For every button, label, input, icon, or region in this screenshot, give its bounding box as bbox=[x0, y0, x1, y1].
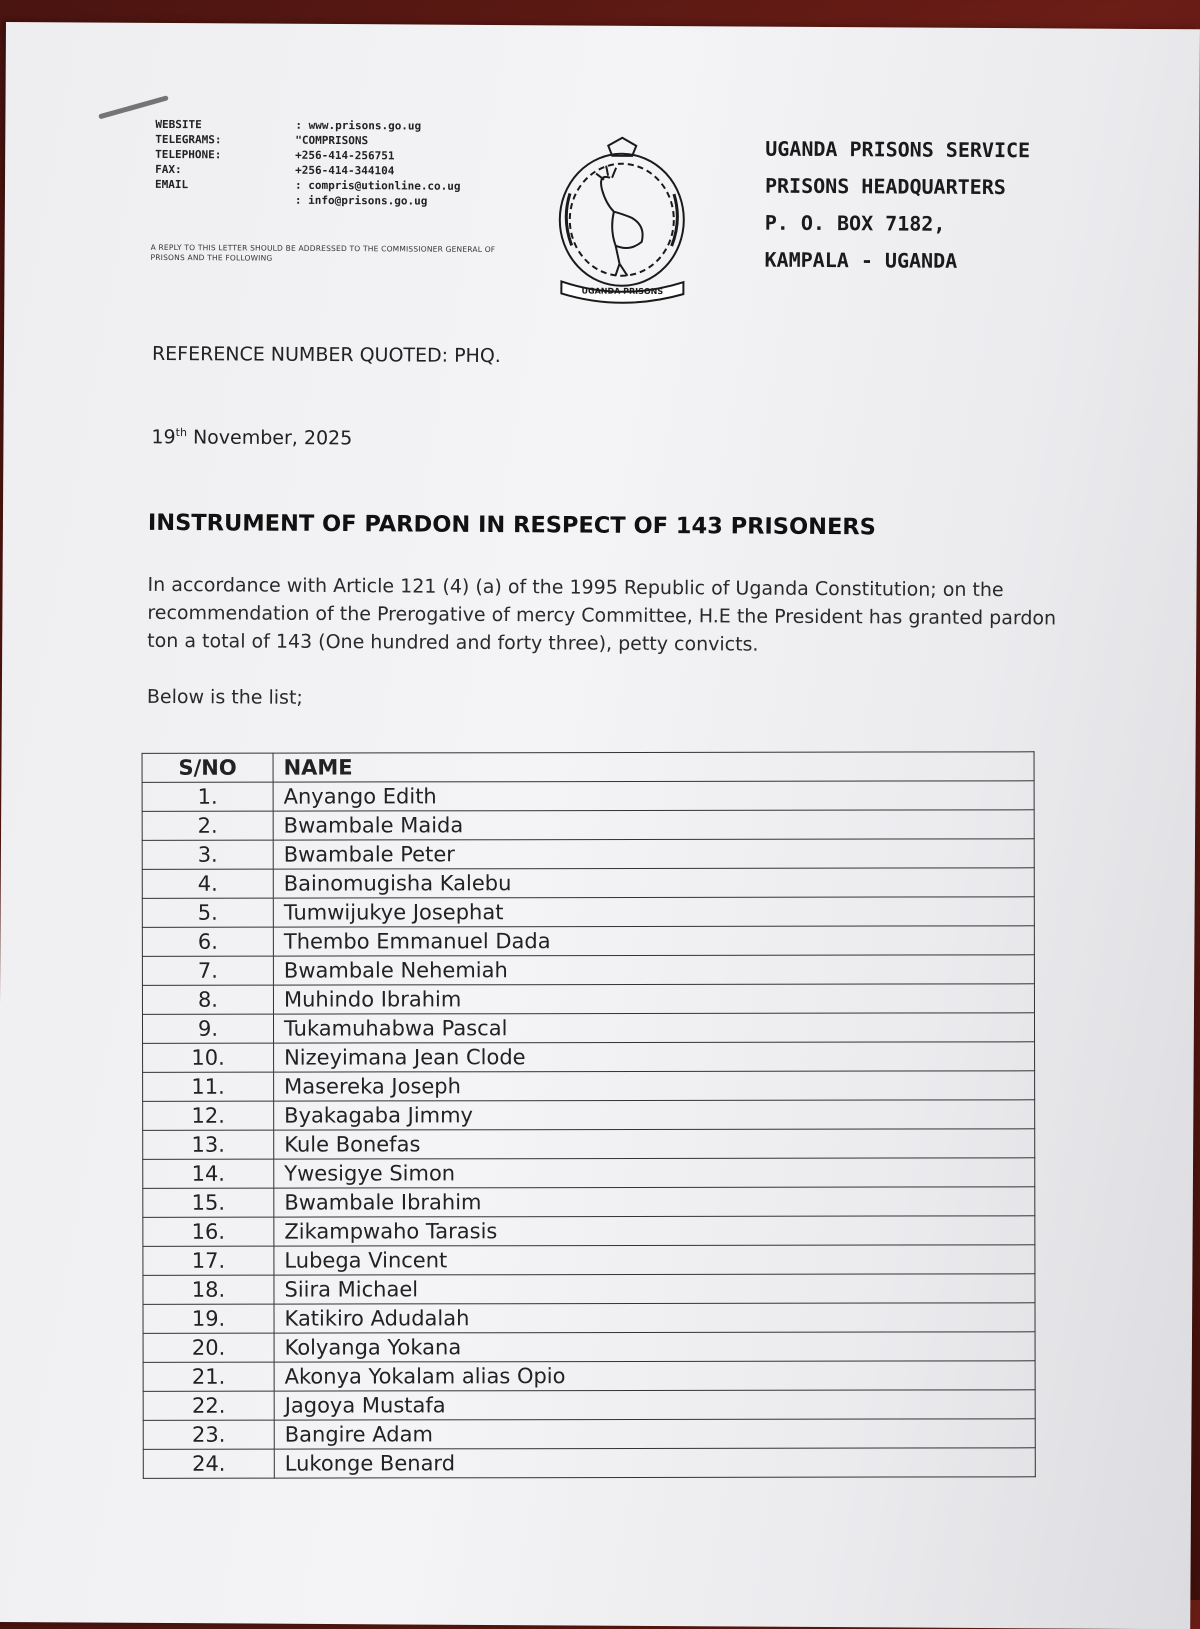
row-sno: 20. bbox=[143, 1333, 274, 1362]
crest-banner-text: UGANDA PRISONS bbox=[581, 286, 664, 297]
row-sno: 23. bbox=[143, 1420, 274, 1449]
reply-note: A REPLY TO THIS LETTER SHOULD BE ADDRESSED TO THE COMMISSIONER GENERAL OF PRISONS AND THE FOLLOWING bbox=[150, 242, 496, 263]
table-row bbox=[143, 1332, 1035, 1363]
contact-value: : compris@utionline.co.ug bbox=[294, 178, 461, 193]
table-row bbox=[142, 955, 1034, 986]
row-name: Masereka Joseph bbox=[274, 1071, 1035, 1101]
table-row bbox=[142, 810, 1034, 841]
row-name: Tumwijukye Josephat bbox=[273, 897, 1034, 927]
table-row bbox=[143, 1303, 1035, 1334]
table-row bbox=[143, 1419, 1035, 1450]
row-sno: 19. bbox=[143, 1304, 274, 1333]
contact-value: : info@prisons.go.ug bbox=[294, 193, 428, 208]
contact-row bbox=[155, 192, 461, 209]
row-sno: 17. bbox=[143, 1246, 274, 1275]
table-row bbox=[142, 897, 1034, 928]
contact-value: : www.prisons.go.ug bbox=[295, 118, 422, 133]
row-name: Bwambale Nehemiah bbox=[273, 955, 1034, 985]
org-line: P. O. BOX 7182, bbox=[764, 210, 946, 236]
row-name: Lubega Vincent bbox=[274, 1245, 1035, 1275]
table-row bbox=[143, 1274, 1035, 1305]
table-row bbox=[143, 1390, 1035, 1421]
prisoner-table bbox=[142, 751, 1036, 1479]
table-row bbox=[142, 926, 1034, 957]
row-sno: 15. bbox=[143, 1188, 274, 1217]
table-row bbox=[142, 839, 1034, 870]
row-sno: 24. bbox=[143, 1449, 274, 1478]
contact-label: TELEPHONE: bbox=[155, 147, 222, 162]
row-sno: 10. bbox=[143, 1043, 274, 1072]
table-row bbox=[143, 1071, 1035, 1102]
row-name: Ywesigye Simon bbox=[274, 1158, 1035, 1188]
table-header-row bbox=[142, 752, 1034, 783]
row-sno: 11. bbox=[143, 1072, 274, 1101]
row-name: Siira Michael bbox=[274, 1274, 1035, 1304]
row-name: Lukonge Benard bbox=[274, 1448, 1035, 1478]
table-body bbox=[142, 781, 1035, 1479]
row-sno: 2. bbox=[142, 811, 273, 840]
table-row bbox=[142, 868, 1034, 899]
table-row bbox=[143, 1448, 1035, 1479]
prisoner-table-wrap bbox=[142, 751, 1036, 1479]
pencil-mark bbox=[98, 95, 169, 119]
row-name: Zikampwaho Tarasis bbox=[274, 1216, 1035, 1246]
organization-address bbox=[764, 131, 1030, 281]
row-name: Nizeyimana Jean Clode bbox=[274, 1042, 1035, 1072]
row-name: Jagoya Mustafa bbox=[274, 1390, 1035, 1420]
list-intro: Below is the list; bbox=[146, 685, 303, 709]
table-row bbox=[143, 1245, 1035, 1276]
uganda-prisons-crest-icon bbox=[549, 133, 710, 309]
row-name: Thembo Emmanuel Dada bbox=[273, 926, 1034, 956]
header-name: NAME bbox=[273, 752, 1034, 782]
row-name: Bwambale Ibrahim bbox=[274, 1187, 1035, 1217]
contact-label: TELEGRAMS: bbox=[155, 132, 222, 147]
contact-value: +256-414-256751 bbox=[295, 148, 395, 163]
table-row bbox=[142, 781, 1034, 812]
row-sno: 16. bbox=[143, 1217, 274, 1246]
row-sno: 3. bbox=[142, 840, 273, 869]
letter-page bbox=[0, 22, 1200, 1629]
row-name: Akonya Yokalam alias Opio bbox=[274, 1361, 1035, 1391]
row-sno: 12. bbox=[143, 1101, 274, 1130]
row-name: Tukamuhabwa Pascal bbox=[273, 1013, 1034, 1043]
row-sno: 18. bbox=[143, 1275, 274, 1304]
row-name: Kule Bonefas bbox=[274, 1129, 1035, 1159]
row-sno: 13. bbox=[143, 1130, 274, 1159]
header-sno: S/NO bbox=[142, 753, 273, 782]
contact-value: "COMPRISONS bbox=[295, 133, 369, 148]
table-row bbox=[143, 1216, 1035, 1247]
row-sno: 1. bbox=[142, 782, 273, 811]
row-sno: 7. bbox=[142, 956, 273, 985]
row-name: Bwambale Maida bbox=[273, 810, 1034, 840]
contact-label: FAX: bbox=[155, 162, 182, 177]
reference-number: REFERENCE NUMBER QUOTED: PHQ. bbox=[151, 342, 501, 368]
row-name: Bangire Adam bbox=[274, 1419, 1035, 1449]
row-sno: 14. bbox=[143, 1159, 274, 1188]
org-line: KAMPALA - UGANDA bbox=[764, 247, 958, 273]
row-sno: 4. bbox=[142, 869, 273, 898]
body-paragraph: In accordance with Article 121 (4) (a) of the 1995 Republic of Uganda Constitution; on the recommendation of the Prerogative of mercy Committee, H.E the President has granted pardon ton a total of 143 (One hundred and forty three), petty convicts. bbox=[147, 573, 1057, 656]
table-row bbox=[143, 1361, 1035, 1392]
row-name: Bainomugisha Kalebu bbox=[273, 868, 1034, 898]
document-title: INSTRUMENT OF PARDON IN RESPECT OF 143 PRISONERS bbox=[147, 509, 876, 541]
table-row bbox=[143, 1187, 1035, 1218]
row-name: Byakagaba Jimmy bbox=[274, 1100, 1035, 1130]
contact-block bbox=[155, 117, 461, 209]
table-row bbox=[143, 1158, 1035, 1189]
row-name: Katikiro Adudalah bbox=[274, 1303, 1035, 1333]
row-sno: 22. bbox=[143, 1391, 274, 1420]
contact-label: WEBSITE bbox=[155, 117, 202, 132]
row-name: Kolyanga Yokana bbox=[274, 1332, 1035, 1362]
contact-label bbox=[155, 192, 295, 208]
row-sno: 5. bbox=[142, 898, 273, 927]
row-name: Anyango Edith bbox=[273, 781, 1034, 811]
table-row bbox=[143, 1042, 1035, 1073]
table-row bbox=[142, 984, 1034, 1015]
letter-date: 19th November, 2025 bbox=[151, 426, 353, 450]
row-sno: 9. bbox=[142, 1014, 273, 1043]
contact-label: EMAIL bbox=[154, 177, 189, 192]
table-row bbox=[143, 1129, 1035, 1160]
org-line: PRISONS HEADQUARTERS bbox=[764, 173, 1006, 200]
row-sno: 6. bbox=[142, 927, 273, 956]
org-line: UGANDA PRISONS SERVICE bbox=[765, 136, 1031, 163]
row-sno: 21. bbox=[143, 1362, 274, 1391]
row-name: Bwambale Peter bbox=[273, 839, 1034, 869]
row-name: Muhindo Ibrahim bbox=[273, 984, 1034, 1014]
contact-value: +256-414-344104 bbox=[295, 163, 395, 178]
row-sno: 8. bbox=[142, 985, 273, 1014]
table-row bbox=[143, 1100, 1035, 1131]
table-row bbox=[142, 1013, 1034, 1044]
